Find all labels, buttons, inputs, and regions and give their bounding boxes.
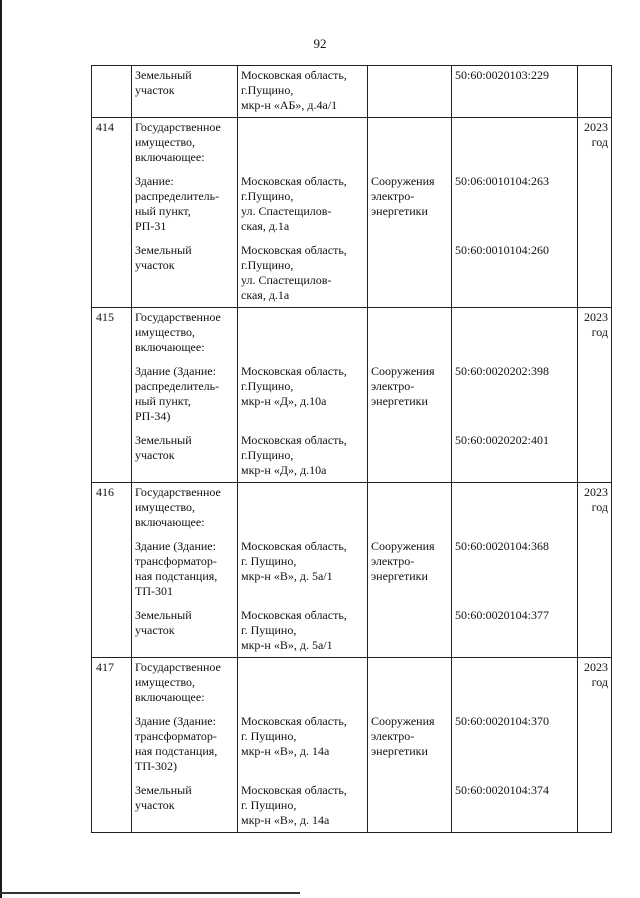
purpose-cell (368, 483, 452, 658)
row-number-cell (92, 118, 132, 308)
completion-year: 2023 год (584, 310, 608, 339)
purpose: Сооружения электро- энергетики (371, 174, 435, 218)
scan-left-edge (0, 0, 2, 898)
row-number-cell (92, 66, 132, 118)
object-name-cell (132, 658, 238, 833)
purpose-cell (368, 66, 452, 118)
cadastral-number-cell (452, 308, 578, 483)
completion-year-cell (578, 66, 612, 118)
completion-year-cell (578, 483, 612, 658)
object-name: Здание (Здание: трансформатор- ная подстанция, ТП-301 (135, 539, 218, 598)
row-number: 417 (96, 660, 114, 674)
purpose (368, 431, 451, 482)
purpose-cell (368, 118, 452, 308)
address: Московская область, г. Пущино, мкр-н «В», д. 5а/1 (241, 608, 347, 652)
completion-year: 2023 год (584, 485, 608, 514)
address-cell (238, 658, 368, 833)
completion-year-cell (578, 118, 612, 308)
address (238, 483, 367, 534)
address-cell (238, 118, 368, 308)
purpose (368, 781, 451, 832)
cadastral-number-cell (452, 483, 578, 658)
cadastral-number (452, 658, 577, 709)
purpose (368, 483, 451, 534)
object-name: Земельный участок (135, 783, 192, 812)
object-name: Здание: распределитель- ный пункт, РП-31 (135, 174, 220, 233)
address: Московская область, г.Пущино, ул. Спастещилов- ская, д.1а (241, 243, 347, 302)
table-row (92, 118, 612, 308)
object-name: Государственное имущество, включающее: (135, 660, 221, 704)
address (238, 658, 367, 709)
object-name: Государственное имущество, включающее: (135, 310, 221, 354)
address: Московская область, г.Пущино, ул. Спастещилов- ская, д.1а (241, 174, 347, 233)
cadastral-number-cell (452, 118, 578, 308)
cadastral-number (452, 118, 577, 169)
completion-year (578, 66, 611, 70)
table-row (92, 483, 612, 658)
address: Московская область, г. Пущино, мкр-н «В», д. 14а (241, 714, 347, 758)
object-name: Здание (Здание: распределитель- ный пункт, РП-34) (135, 364, 220, 423)
table-row (92, 658, 612, 833)
object-name: Здание (Здание: трансформатор- ная подстанция, ТП-302) (135, 714, 218, 773)
address (238, 118, 367, 169)
row-number (92, 66, 131, 70)
address-cell (238, 66, 368, 118)
completion-year: 2023 год (584, 120, 608, 149)
object-name: Земельный участок (135, 243, 192, 272)
completion-year: 2023 год (584, 660, 608, 689)
row-number-cell (92, 483, 132, 658)
purpose-cell (368, 658, 452, 833)
row-number: 416 (96, 485, 114, 499)
table-row (92, 66, 612, 118)
cadastral-number: 50:60:0020104:377 (455, 608, 550, 622)
row-number-cell (92, 658, 132, 833)
address: Московская область, г.Пущино, мкр-н «Д», д.10а (241, 364, 347, 408)
cadastral-number (452, 483, 577, 534)
cadastral-number: 50:60:0020104:374 (455, 783, 550, 797)
table-row (92, 308, 612, 483)
object-name-cell (132, 308, 238, 483)
cadastral-number: 50:60:0020202:398 (455, 364, 550, 378)
purpose (368, 118, 451, 169)
object-name: Государственное имущество, включающее: (135, 485, 221, 529)
purpose (368, 658, 451, 709)
row-number: 415 (96, 310, 114, 324)
row-number-cell (92, 308, 132, 483)
purpose (368, 241, 451, 307)
purpose: Сооружения электро- энергетики (371, 714, 435, 758)
cadastral-number (452, 308, 577, 359)
completion-year-cell (578, 308, 612, 483)
purpose: Сооружения электро- энергетики (371, 539, 435, 583)
property-table (91, 65, 612, 833)
cadastral-number: 50:60:0020103:229 (455, 68, 550, 82)
object-name-cell (132, 118, 238, 308)
object-name-cell (132, 483, 238, 658)
object-name: Государственное имущество, включающее: (135, 120, 221, 164)
object-name-cell (132, 66, 238, 118)
address: Московская область, г.Пущино, мкр-н «АБ», д.4а/1 (241, 68, 347, 112)
address-cell (238, 308, 368, 483)
purpose: Сооружения электро- энергетики (371, 364, 435, 408)
cadastral-number-cell (452, 66, 578, 118)
address: Московская область, г.Пущино, мкр-н «Д», д.10а (241, 433, 347, 477)
purpose (368, 308, 451, 359)
object-name: Земельный участок (135, 608, 192, 637)
address: Московская область, г. Пущино, мкр-н «В», д. 5а/1 (241, 539, 347, 583)
completion-year-cell (578, 658, 612, 833)
object-name: Земельный участок (135, 68, 192, 97)
cadastral-number: 50:06:0010104:263 (455, 174, 550, 188)
address (238, 308, 367, 359)
cadastral-number: 50:60:0020202:401 (455, 433, 550, 447)
cadastral-number-cell (452, 658, 578, 833)
row-number: 414 (96, 120, 114, 134)
address-cell (238, 483, 368, 658)
address: Московская область, г. Пущино, мкр-н «В», д. 14а (241, 783, 347, 827)
purpose (368, 606, 451, 657)
cadastral-number: 50:60:0010104:260 (455, 243, 550, 257)
cadastral-number: 50:60:0020104:370 (455, 714, 550, 728)
object-name: Земельный участок (135, 433, 192, 462)
purpose (368, 66, 451, 117)
scan-bottom-edge (0, 892, 300, 894)
purpose-cell (368, 308, 452, 483)
cadastral-number: 50:60:0020104:368 (455, 539, 550, 553)
page-number: 92 (313, 36, 327, 51)
